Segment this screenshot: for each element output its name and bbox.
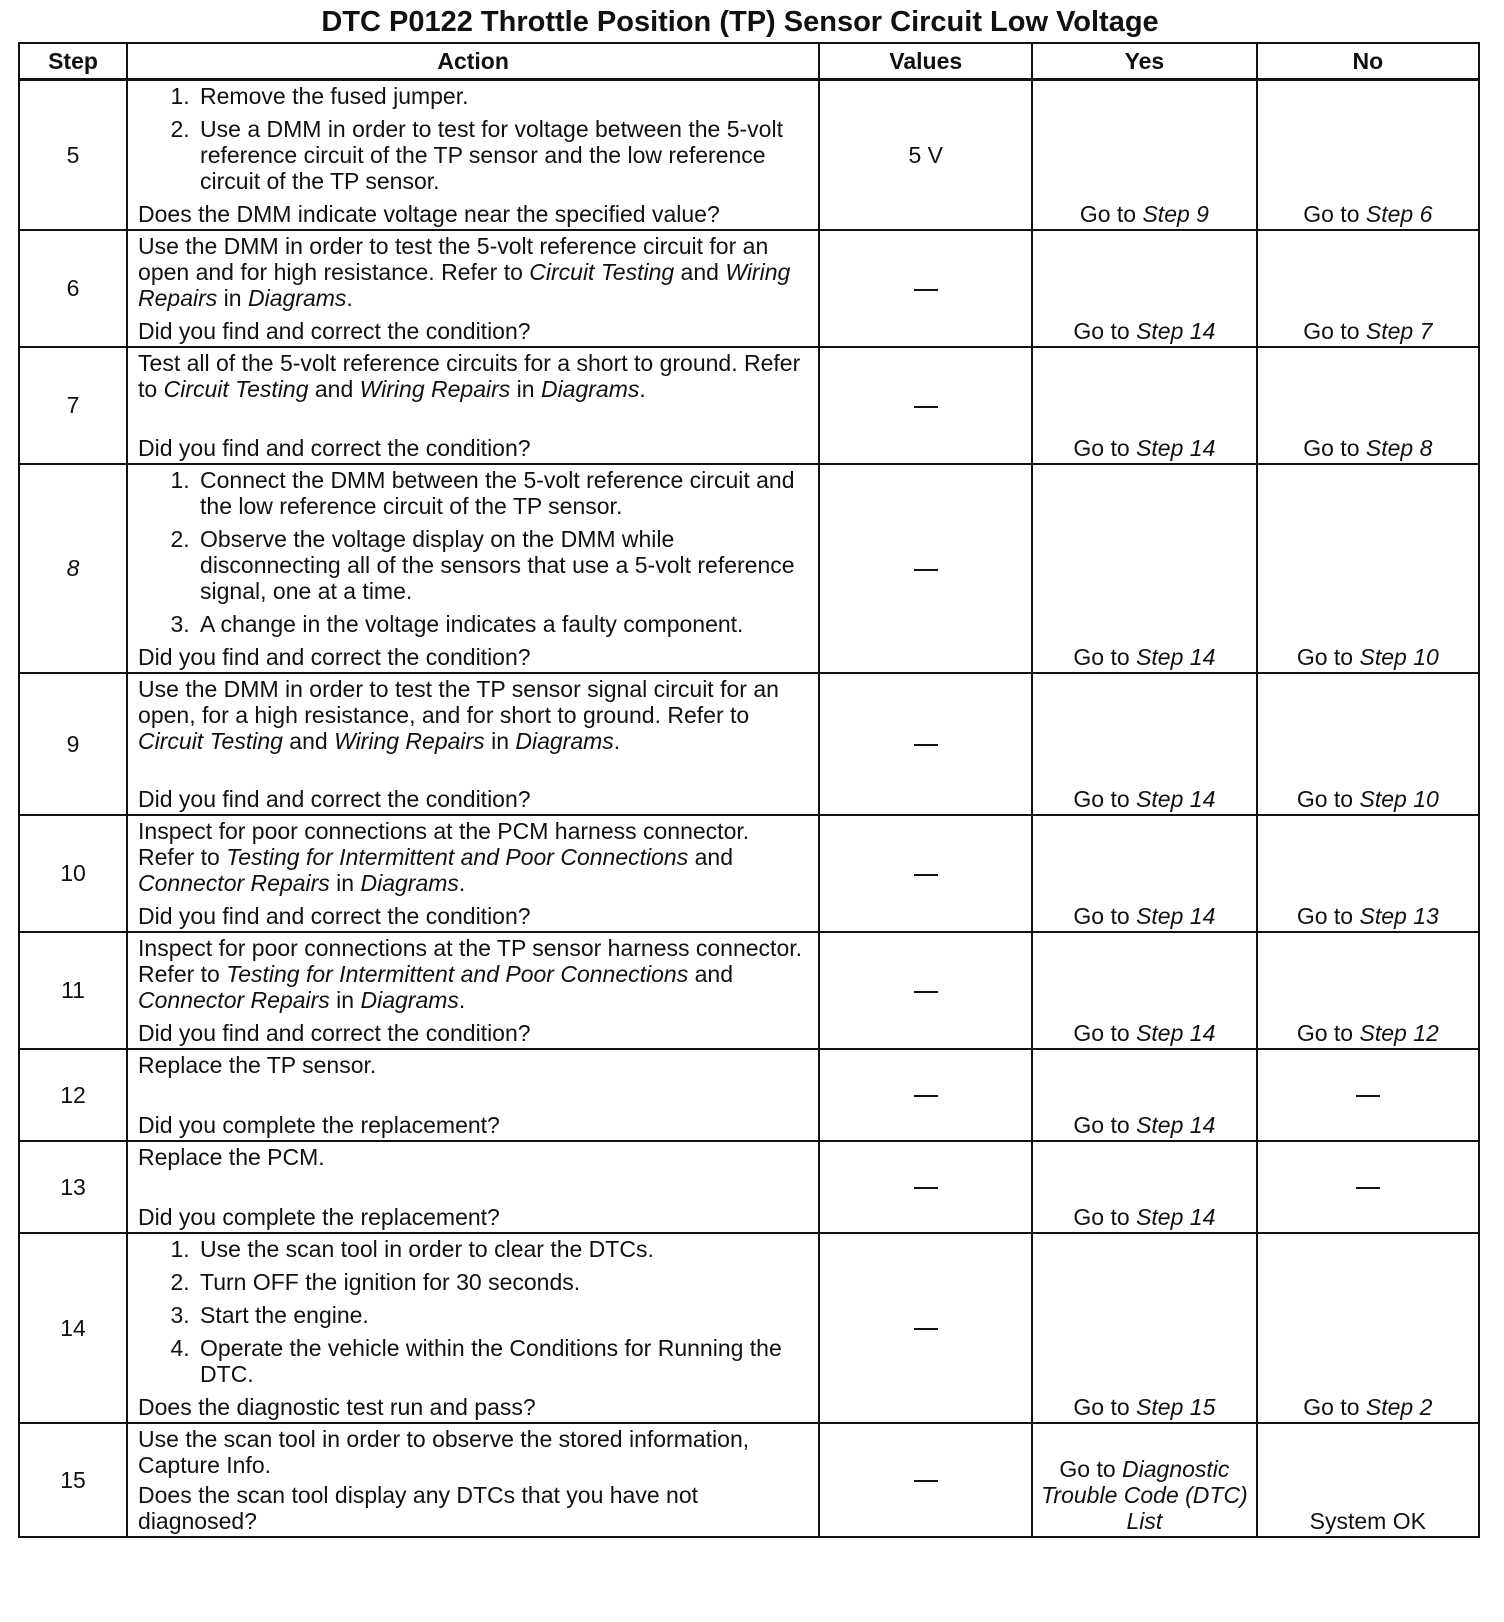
action-cell xyxy=(127,1049,819,1141)
table-row xyxy=(19,815,1479,932)
action-text xyxy=(138,1426,804,1478)
yes-cell xyxy=(1032,673,1256,815)
step-number: 7 xyxy=(19,347,127,464)
goto-prefix: Go to xyxy=(1303,201,1360,227)
values-cell xyxy=(819,1423,1032,1537)
no-cell xyxy=(1257,347,1479,464)
empty-value-dash xyxy=(914,406,938,408)
header-yes: Yes xyxy=(1032,43,1256,80)
action-question: Does the diagnostic test run and pass? xyxy=(138,1394,536,1420)
action-text-segment: . xyxy=(458,870,466,896)
action-text-segment: in xyxy=(329,870,361,896)
goto-prefix: Go to xyxy=(1059,1456,1116,1482)
goto-prefix: Go to xyxy=(1079,201,1137,227)
action-text-segment: and xyxy=(688,961,733,987)
reference-link-text: Wiring Repairs xyxy=(138,259,791,311)
goto-prefix: Go to xyxy=(1303,318,1360,344)
table-row xyxy=(19,80,1479,231)
action-text xyxy=(138,676,804,754)
empty-value-dash xyxy=(914,1480,938,1482)
empty-value-dash xyxy=(914,991,938,993)
reference-link-text: Diagrams xyxy=(515,728,614,754)
substep-item: 1. Remove the fused jumper. xyxy=(196,83,804,109)
reference-link-text: Diagrams xyxy=(247,285,347,311)
goto-step-link: Diagnostic Trouble Code (DTC) List xyxy=(1041,1456,1248,1534)
substep-list xyxy=(138,1236,804,1387)
action-text-segment: . xyxy=(639,376,646,402)
no-cell xyxy=(1257,1141,1479,1233)
step-number: 9 xyxy=(19,673,127,815)
no-cell xyxy=(1257,230,1479,347)
substep-item: 4. Operate the vehicle within the Conditions for Running the DTC. xyxy=(196,1335,804,1387)
empty-value-dash xyxy=(914,874,938,876)
action-content xyxy=(138,1144,804,1230)
values-cell xyxy=(819,347,1032,464)
action-cell xyxy=(127,673,819,815)
goto-step-link: Step 7 xyxy=(1365,318,1433,344)
goto-step-link: Step 14 xyxy=(1136,318,1216,344)
action-instructions xyxy=(138,350,804,402)
goto-step-link: Step 13 xyxy=(1359,903,1439,929)
action-content xyxy=(138,233,804,344)
action-text-segment: Use the DMM in order to test the TP sensor signal circuit for an open, for a high resistance, and for short to ground. Refer to xyxy=(138,676,779,728)
goto-prefix: Go to xyxy=(1073,1394,1130,1420)
goto-prefix: Go to xyxy=(1073,318,1130,344)
goto-step-link: Step 14 xyxy=(1136,1204,1216,1230)
table-row xyxy=(19,230,1479,347)
table-row xyxy=(19,464,1479,673)
action-cell xyxy=(127,80,819,231)
empty-value-dash xyxy=(914,744,938,746)
result-text: System OK xyxy=(1309,1508,1426,1534)
reference-link-text: Circuit Testing xyxy=(138,728,283,754)
goto-step-link: Step 12 xyxy=(1359,1020,1439,1046)
action-content xyxy=(138,1052,804,1138)
yes-cell xyxy=(1032,230,1256,347)
goto-prefix: Go to xyxy=(1073,1020,1130,1046)
substep-item: 2. Observe the voltage display on the DMM while disconnecting all of the sensors that use a 5-volt reference signal, one at a time. xyxy=(196,526,804,604)
empty-value-dash xyxy=(914,1095,938,1097)
goto-step-link: Step 14 xyxy=(1136,786,1216,812)
goto-prefix: Go to xyxy=(1073,903,1130,929)
step-number: 13 xyxy=(19,1141,127,1233)
substep-list xyxy=(138,83,804,194)
empty-value-dash xyxy=(914,1187,938,1189)
step-number: 6 xyxy=(19,230,127,347)
action-text-segment: Inspect for poor connections at the TP sensor harness connector. Refer to xyxy=(138,935,803,987)
table-row xyxy=(19,1049,1479,1141)
action-cell xyxy=(127,932,819,1049)
step-number: 14 xyxy=(19,1233,127,1423)
table-row xyxy=(19,932,1479,1049)
empty-value-dash xyxy=(914,1328,938,1330)
action-text-segment: in xyxy=(329,987,361,1013)
header-step: Step xyxy=(19,43,127,80)
action-cell xyxy=(127,1423,819,1537)
not-applicable-dash xyxy=(1356,1187,1380,1189)
table-row xyxy=(19,1423,1479,1537)
table-row xyxy=(19,1233,1479,1423)
substep-item: 3. A change in the voltage indicates a faulty component. xyxy=(196,611,804,637)
action-instructions xyxy=(138,676,804,754)
goto-step-link: Step 8 xyxy=(1365,435,1433,461)
header-no: No xyxy=(1257,43,1479,80)
goto-prefix: Go to xyxy=(1296,644,1354,670)
action-content xyxy=(138,83,804,227)
goto-prefix: Go to xyxy=(1296,1020,1354,1046)
reference-link-text: Circuit Testing xyxy=(163,376,309,402)
step-number: 10 xyxy=(19,815,127,932)
action-text-segment: and xyxy=(688,844,733,870)
action-text xyxy=(138,818,804,896)
action-text-segment: Use the DMM in order to test the 5-volt reference circuit for an open and for high resistance. Refer to xyxy=(138,233,769,285)
action-instructions xyxy=(138,818,804,896)
reference-link-text: Diagrams xyxy=(360,870,459,896)
step-number: 8 xyxy=(19,464,127,673)
yes-cell xyxy=(1032,1141,1256,1233)
yes-cell xyxy=(1032,1049,1256,1141)
action-cell xyxy=(127,815,819,932)
substep-item: 1. Use the scan tool in order to clear the DTCs. xyxy=(196,1236,804,1262)
action-content xyxy=(138,350,804,461)
action-text-segment: Inspect for poor connections at the PCM harness connector. Refer to xyxy=(138,818,750,870)
goto-prefix: Go to xyxy=(1073,1112,1130,1138)
table-row xyxy=(19,347,1479,464)
no-cell xyxy=(1257,464,1479,673)
action-instructions xyxy=(138,1144,804,1170)
substep-item: 2. Turn OFF the ignition for 30 seconds. xyxy=(196,1269,804,1295)
no-cell xyxy=(1257,673,1479,815)
action-text xyxy=(138,1144,804,1170)
action-text-segment: and xyxy=(308,376,360,402)
goto-prefix: Go to xyxy=(1073,786,1130,812)
yes-cell xyxy=(1032,80,1256,231)
reference-link-text: Testing for Intermittent and Poor Connections xyxy=(226,961,689,987)
action-instructions xyxy=(138,467,804,644)
action-question: Did you complete the replacement? xyxy=(138,1204,500,1230)
no-cell xyxy=(1257,815,1479,932)
reference-link-text: Diagrams xyxy=(360,987,459,1013)
action-instructions xyxy=(138,1052,804,1078)
goto-prefix: Go to xyxy=(1296,786,1354,812)
action-cell xyxy=(127,464,819,673)
action-text-segment: Replace the TP sensor. xyxy=(138,1052,377,1078)
action-question: Did you find and correct the condition? xyxy=(138,903,531,929)
reference-link-text: Wiring Repairs xyxy=(334,728,485,754)
goto-step-link: Step 14 xyxy=(1136,435,1216,461)
reference-link-text: Connector Repairs xyxy=(138,987,330,1013)
action-cell xyxy=(127,347,819,464)
step-number: 12 xyxy=(19,1049,127,1141)
goto-step-link: Step 9 xyxy=(1142,201,1209,227)
action-text-segment: Test all of the 5-volt reference circuits for a short to ground. Refer to xyxy=(138,350,801,402)
reference-link-text: Connector Repairs xyxy=(138,870,330,896)
action-content xyxy=(138,935,804,1046)
action-cell xyxy=(127,230,819,347)
reference-link-text: Circuit Testing xyxy=(529,259,675,285)
action-text-segment: . xyxy=(346,285,353,311)
action-text xyxy=(138,1052,804,1078)
goto-prefix: Go to xyxy=(1296,903,1354,929)
step-number: 11 xyxy=(19,932,127,1049)
reference-link-text: Diagrams xyxy=(540,376,640,402)
values-cell xyxy=(819,464,1032,673)
values-cell xyxy=(819,80,1032,231)
empty-value-dash xyxy=(914,569,938,571)
page-title: DTC P0122 Throttle Position (TP) Sensor Circuit Low Voltage xyxy=(321,6,1159,38)
values-cell xyxy=(819,1141,1032,1233)
no-cell xyxy=(1257,1423,1479,1537)
action-text xyxy=(138,935,804,1013)
action-cell xyxy=(127,1141,819,1233)
action-instructions xyxy=(138,935,804,1013)
action-content xyxy=(138,1236,804,1420)
yes-cell xyxy=(1032,347,1256,464)
no-cell xyxy=(1257,1049,1479,1141)
action-text-segment: Use the scan tool in order to observe the stored information, Capture Info. xyxy=(138,1426,750,1478)
table-row xyxy=(19,1141,1479,1233)
action-text-segment: and xyxy=(674,259,726,285)
yes-cell xyxy=(1032,932,1256,1049)
values-cell xyxy=(819,230,1032,347)
action-text-segment: in xyxy=(510,376,541,402)
action-instructions xyxy=(138,233,804,311)
goto-step-link: Step 10 xyxy=(1359,644,1439,670)
yes-cell xyxy=(1032,464,1256,673)
action-question: Did you find and correct the condition? xyxy=(138,435,531,461)
action-question: Does the scan tool display any DTCs that you have not diagnosed? xyxy=(138,1482,699,1534)
header-values: Values xyxy=(819,43,1032,80)
yes-cell xyxy=(1032,815,1256,932)
table-header-row xyxy=(19,43,1479,80)
action-question: Did you find and correct the condition? xyxy=(138,318,531,344)
action-text-segment: . xyxy=(613,728,621,754)
action-text xyxy=(138,233,804,311)
action-instructions xyxy=(138,1426,804,1478)
action-content xyxy=(138,818,804,929)
goto-step-link: Step 2 xyxy=(1365,1394,1433,1420)
step-number: 15 xyxy=(19,1423,127,1537)
yes-cell xyxy=(1032,1423,1256,1537)
goto-step-link: Step 6 xyxy=(1365,201,1433,227)
yes-cell xyxy=(1032,1233,1256,1423)
goto-step-link: Step 14 xyxy=(1136,644,1216,670)
action-text-segment: . xyxy=(458,987,466,1013)
action-instructions xyxy=(138,1236,804,1394)
goto-step-link: Step 14 xyxy=(1136,1112,1216,1138)
values-cell xyxy=(819,815,1032,932)
no-cell xyxy=(1257,80,1479,231)
action-question: Did you find and correct the condition? xyxy=(138,786,531,812)
goto-prefix: Go to xyxy=(1073,644,1130,670)
action-content xyxy=(138,1426,804,1534)
goto-step-link: Step 10 xyxy=(1359,786,1439,812)
goto-prefix: Go to xyxy=(1073,435,1130,461)
no-cell xyxy=(1257,932,1479,1049)
value-text: 5 V xyxy=(908,141,943,168)
not-applicable-dash xyxy=(1356,1095,1380,1097)
action-text-segment: in xyxy=(484,728,516,754)
diagnostic-table xyxy=(18,42,1480,1538)
values-cell xyxy=(819,673,1032,815)
substep-list xyxy=(138,467,804,637)
substep-item: 1. Connect the DMM between the 5-volt reference circuit and the low reference circuit of the TP sensor. xyxy=(196,467,804,519)
action-text xyxy=(138,350,804,402)
goto-step-link: Step 14 xyxy=(1136,903,1216,929)
step-number: 5 xyxy=(19,80,127,231)
action-content xyxy=(138,676,804,812)
table-row xyxy=(19,673,1479,815)
action-cell xyxy=(127,1233,819,1423)
goto-prefix: Go to xyxy=(1303,435,1360,461)
reference-link-text: Wiring Repairs xyxy=(359,376,511,402)
action-question: Did you find and correct the condition? xyxy=(138,644,531,670)
action-text-segment: and xyxy=(282,728,335,754)
action-question: Did you find and correct the condition? xyxy=(138,1020,531,1046)
substep-item: 3. Start the engine. xyxy=(196,1302,804,1328)
header-action: Action xyxy=(127,43,819,80)
values-cell xyxy=(819,1233,1032,1423)
action-instructions xyxy=(138,83,804,201)
action-text-segment: in xyxy=(217,285,248,311)
action-question: Did you complete the replacement? xyxy=(138,1112,500,1138)
substep-item: 2. Use a DMM in order to test for voltage between the 5-volt reference circuit of the TP sensor and the low reference circuit of the TP sensor. xyxy=(196,116,804,194)
values-cell xyxy=(819,932,1032,1049)
action-content xyxy=(138,467,804,670)
goto-step-link: Step 14 xyxy=(1136,1020,1216,1046)
action-text-segment: Replace the PCM. xyxy=(138,1144,325,1170)
goto-step-link: Step 15 xyxy=(1136,1394,1216,1420)
reference-link-text: Testing for Intermittent and Poor Connections xyxy=(226,844,689,870)
empty-value-dash xyxy=(914,289,938,291)
no-cell xyxy=(1257,1233,1479,1423)
values-cell xyxy=(819,1049,1032,1141)
action-question: Does the DMM indicate voltage near the specified value? xyxy=(138,201,720,227)
goto-prefix: Go to xyxy=(1303,1394,1360,1420)
goto-prefix: Go to xyxy=(1073,1204,1130,1230)
